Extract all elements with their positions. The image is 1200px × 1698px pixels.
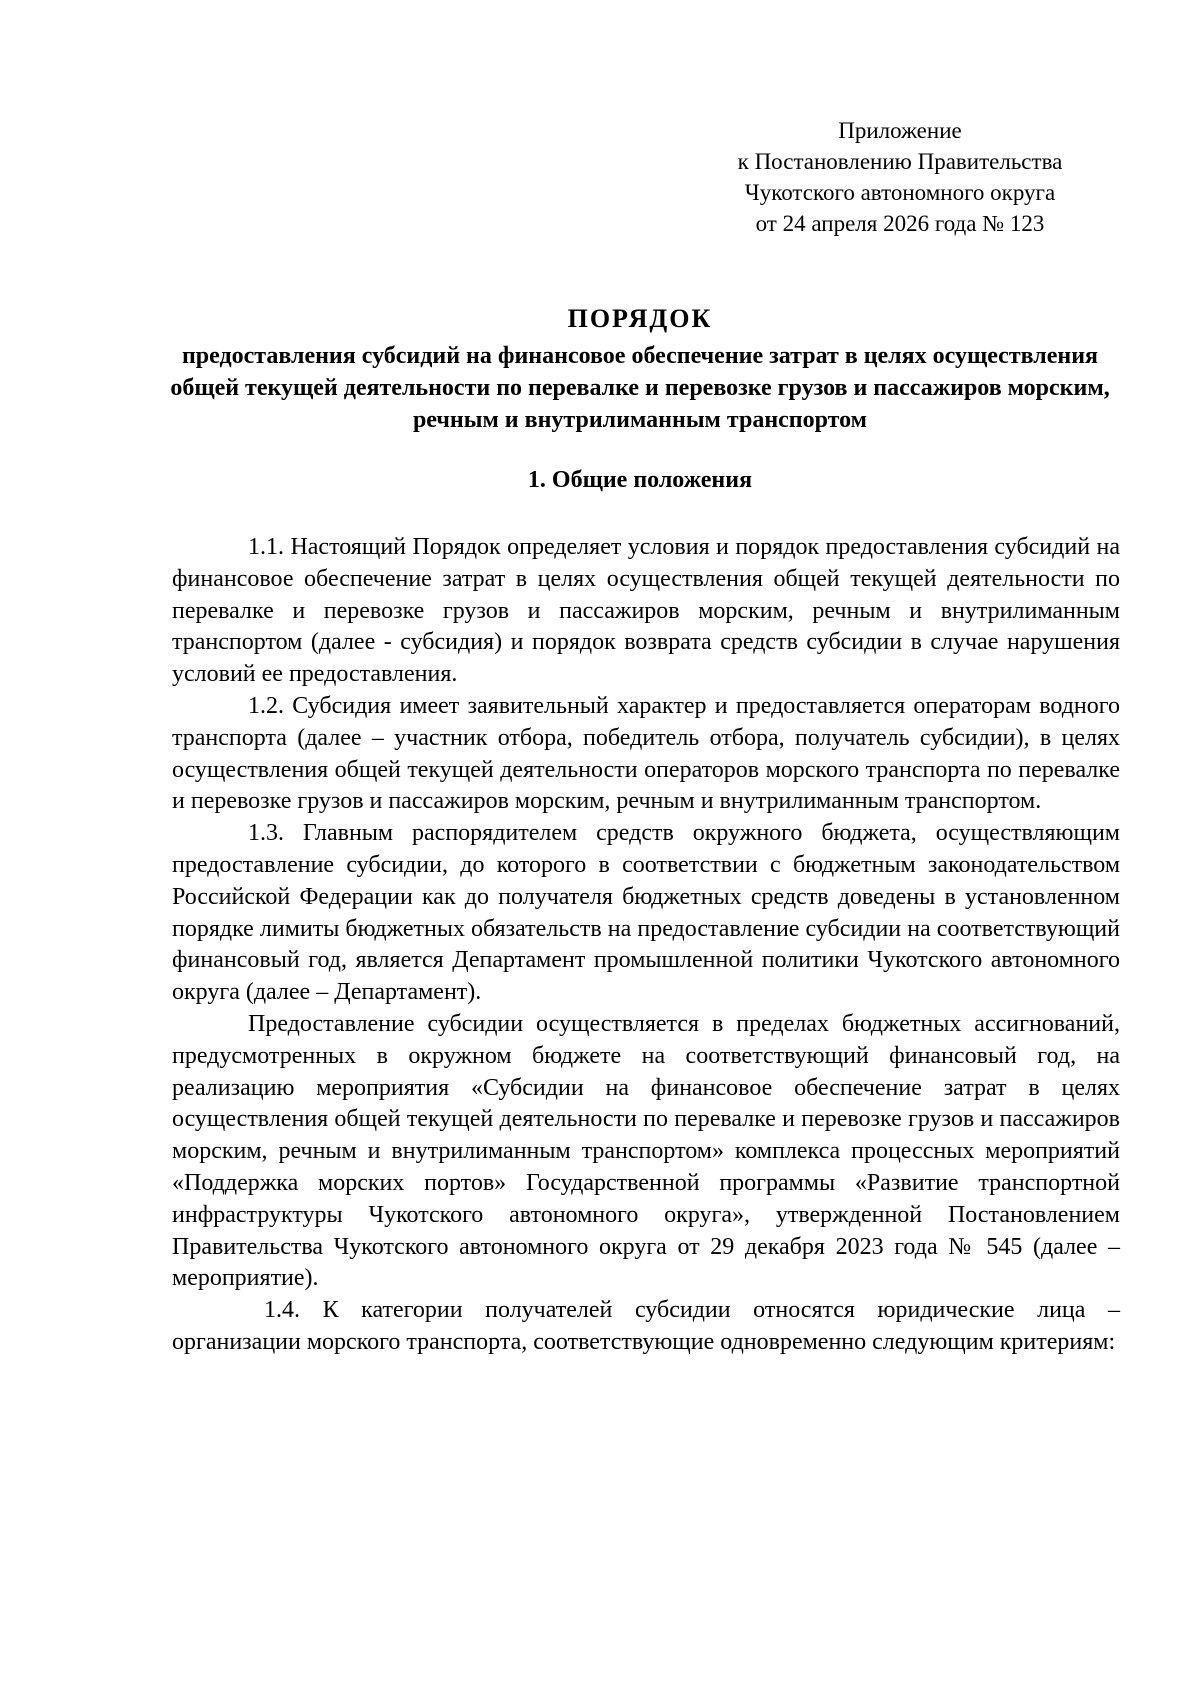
approval-line-resolution: к Постановлению Правительства [737,149,1063,174]
approval-line-appendix: Приложение [838,118,962,143]
approval-line-region: Чукотского автономного округа [744,180,1056,205]
paragraph-1-2: 1.2. Субсидия имеет заявительный характер и предоставляется операторам водного транспорта (далее – участник отбора, победитель отбора, получатель субсидии), в целях осуществления общей текущей деятельности операторов морского транспорта по перевалке и перевозке грузов и пассажиров морским, речным и внутрилиманным транспортом. [172,692,1120,815]
paragraph-1-4: 1.4. К категории получателей субсидии относятся юридические лица – организации морского транспорта, соответствующие одновременно следующим критериям: [172,1297,1120,1355]
document-title: ПОРЯДОК [567,304,713,333]
document-title-block [150,302,1130,436]
paragraph-1-1: 1.1. Настоящий Порядок определяет условия и порядок предоставления субсидий на финансовое обеспечение затрат в целях осуществления общей текущей деятельности по перевалке и перевозке грузов и пассажиров морским, речным и внутрилиманным транспортом (далее - субсидия) и порядок возврата средств субсидии в случае нарушения условий ее предоставления. [172,534,1120,688]
document-body [172,532,1120,1359]
approval-stamp [720,115,1080,239]
paragraph-1-3: 1.3. Главным распорядителем средств окружного бюджета, осуществляющим предоставление субсидии, до которого в соответствии с бюджетным законодательством Российской Федерации как до получателя бюджетных средств доведены в установленном порядке лимиты бюджетных обязательств на предоставление субсидии на соответствующий финансовый год, является Департамент промышленной политики Чукотского автономного округа (далее – Департамент). [172,820,1120,1006]
section-heading: 1. Общие положения [527,467,753,493]
approval-line-date: от 24 апреля 2026 года № 123 [755,211,1045,236]
document-subtitle: предоставления субсидий на финансовое обеспечение затрат в целях осуществления общей текущей деятельности по перевалке и перевозке грузов и пассажиров морским, речным и внутрилиманным транспортом [170,343,1110,433]
paragraph-funding: Предоставление субсидии осуществляется в пределах бюджетных ассигнований, предусмотренных в окружном бюджете на соответствующий финансовый год, на реализацию мероприятия «Субсидии на финансовое обеспечение затрат в целях осуществления общей текущей деятельности по перевалке и перевозке грузов и пассажиров морским, речным и внутрилиманным транспортом» комплекса процессных мероприятий «Поддержка морских портов» Государственной программы «Развитие транспортной инфраструктуры Чукотского автономного округа», утвержденной Постановлением Правительства Чукотского автономного округа от 29 декабря 2023 года № 545 (далее – мероприятие). [172,1010,1120,1292]
